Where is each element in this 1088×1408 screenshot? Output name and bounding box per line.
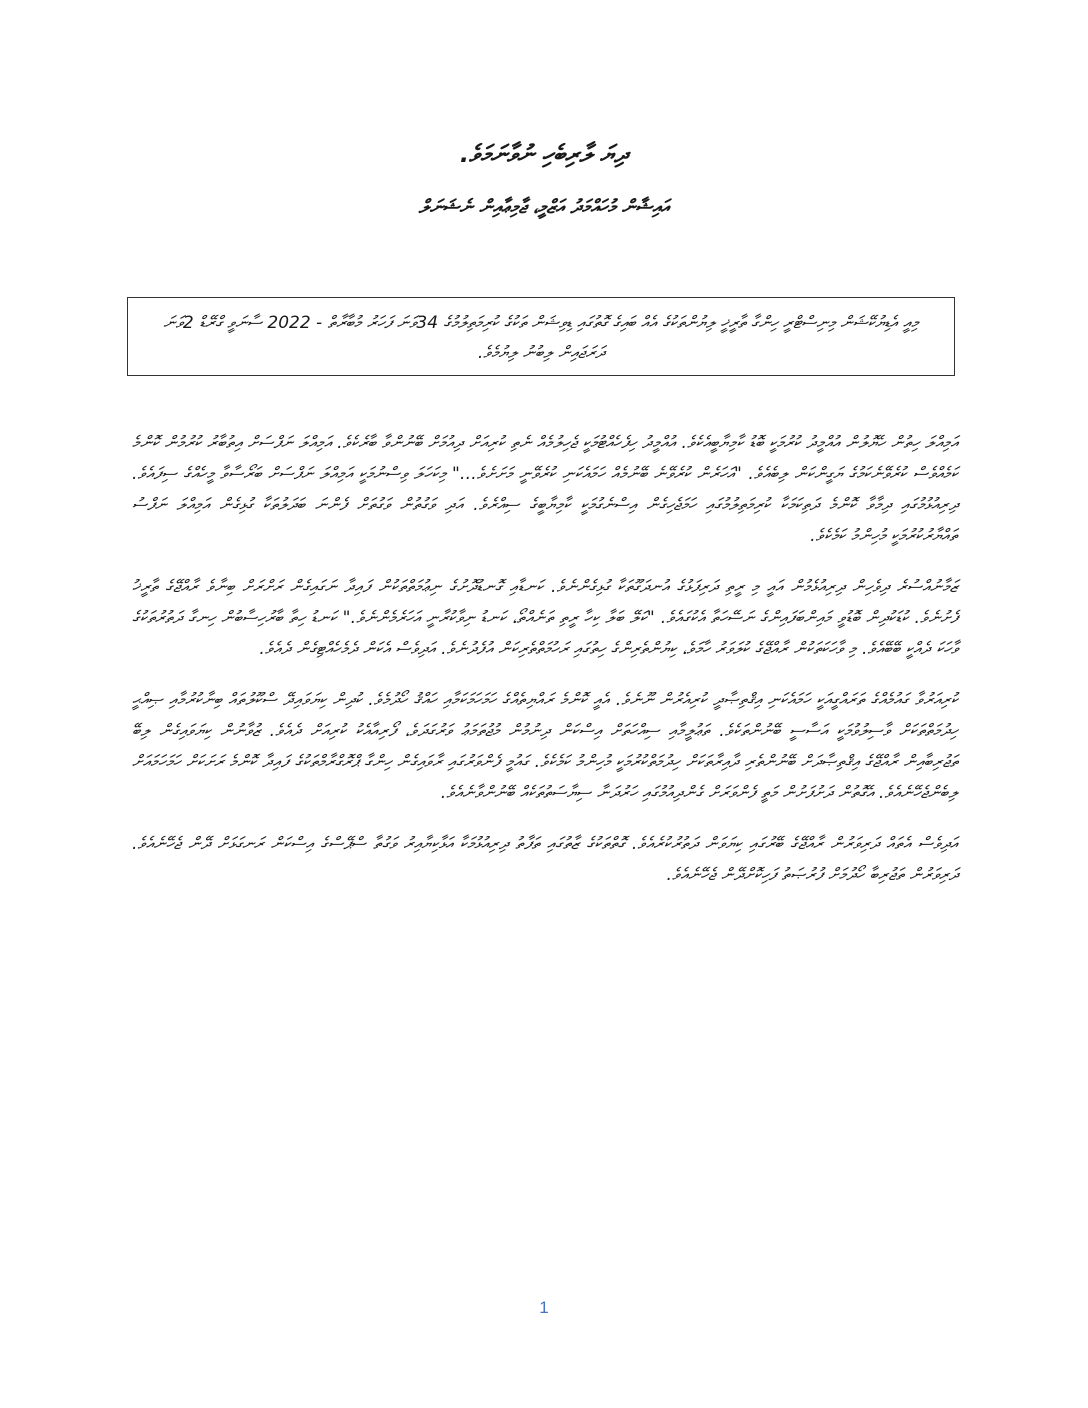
document-title: ދިޔަ ލާރިބެހި ނުވާނަމަވެ. xyxy=(459,140,629,168)
paragraph: ޒަމާނުއްސުރެ ދިވެހިން ދިރިއުޅެމުން އައީ މި ރީތި ދަރިފަޅުގެ އުނދަގޫތަކާ ގުޅިގެންނެވެ. ކަނޑާއި ގޮނޑުދޮށުގެ ނިޢުމަތްތަކުން ފައިދާ ނަގައިގެން ރަށްރަށް ބިނާވެ ރާއްޖޭގެ ތާރީޚު ފެށުނެވެ. ކުޑަކުދިން ބޮޑުވީ މައިންބަފައިންގެ ނަސޭހަތާ އެކުގައެވެ. "ކަލޭ ބަލާ ކިހާ ރީތި ތަނެއްތޯ، ކަނޑު ނިވާކުރާނީ އަހަރެމެންނެވެ." ކަނޑު ހިތާ ބާރުހިސާބުން ހިނގާ ދަތުރުތަކުގެ ވާހަކަ ދެއްކީ ބޭބޭއެވެ. މި ވާހަކަތަކުން ރާއްޖޭގެ ކުލަވަރު ހާމަވެ، ކިޔުންތެރިންގެ ހިތުގައި ރަހުމަތްތެރިކަން އުފެދުނެވެ. އަދިވެސް އެކަން ދެމެހެއްޓިގެން ދެއެވެ. xyxy=(132,577,958,659)
notice-text: މިއީ އެޑިޔުކޭޝަން މިނިސްޓްރީ ހިންގާ ތާރީޚީ ލިޔުންތަކުގެ އެއް ބައިގެ ގޮތުގައި ޑިވިޝަން ތަކުގެ ކުރިމަތިލުމުގެ 34ވަނަ ފަހަރު މުބާރާތް - 2022 ސާނަވީ ގްރޭޑް 2ވަނަ ދަރަޖައިން ލިބުނު ލިޔުމެވެ. xyxy=(163,313,919,363)
paragraph: އަދިވެސް އެތައް ދަރިވަރުން ރާއްޖޭގެ ބޭރުގައި ކިޔަވަން ދަތުރުކުރެއެވެ. ގޮތްތަކުގެ ޒާތުގައި ތަފާތު ދިރިއުޅުމަކާ އަޅާކިޔާއިރު ވަގުތާ ސްޕޭސްގެ އިސްކަން ރަނގަޅަށް ދޭން ޖެހޭނެއެވެ. ދަރިވަރުން ތަޖުރިބާ ހޯދުމަށް ފުރުޞަތު ފަހިކޮށްދޭން ޖެހޭނެއެވެ. xyxy=(132,834,958,885)
notice-box xyxy=(127,297,955,376)
paragraph: ކުރިއަރުވާ ގައުމެއްގެ ތަރައްގީއަކީ ހަމައެކަނި އިޤްތިޞާދީ ކުރިއެރުން ނޫނެވެ. އެއީ ކޮންމެ ރައްޔިތެއްގެ ހަމަހަމަކަމާއި ހައްޤު ހޯދުމެވެ. ކުދިން ކިޔަވައިދޭ ސްކޫލުތައް ބިނާކުރުމާއި ޞިއްޙީ ހިދުމަތްތަކަށް ވާސިލުވުމަކީ އަސާސީ ބޭނުންތަކެވެ. ތަޢުލީމާއި ސިއްހަތަށް އިސްކަން ދިނުމުން މުޖުތަމަޢު ވަރުގަދަވެ، ފޯރިއާއެކު ކުރިއަށް ދެއެވެ. ޒުވާނުން ކިޔަވައިގެން ލިބޭ ތަޖުރިބާއިން ރާއްޖޭގެ އިޤްތިޞާދަށް ބޭނުންތެރި ދާއިރާތަކަށް ހިދުމަތްކުރުމަކީ މުހިންމު ކަމެކެވެ. ގައުމީ ފެންވަރުގައި ރާވައިގެން ހިންގާ ޕްރޮގްރާމްތަކުގެ ފައިދާ ކޮންމެ ރަށަކަށް ހަމަހަމައަށް ލިބެންޖެހޭނެއެވެ. އެގޮތުން ދަށުފަށުން މަތީ ފެންވަރަށް ގެންދިއުމުގައި ހަރުދަނާ ސިޔާސަތުތަކެއް ބޭނުންވާނެއެވެ. xyxy=(132,690,958,803)
paragraph: އަމިއްލަ ހިތުން ހެޔޮލުން އުއްމީދު ކުރުމަކީ ބޮޑު ކާމިޔާބީއެކެވެ. އުއްމީދު ހިފެހެއްޓުމަކީ ޖެހިލުމެއް ނެތި ކުރިއަށް ދިއުމަށް ބޭނުންވާ ބާރެކެވެ. އަމިއްލަ ނަފްސަށް އިތުބާރު ކުރުމުން ކޮންމެ ކަމެއްވެސް ކުރެވޭނެކަމުގެ ޔަގީންކަން ލިބެއެވެ. "އަހަރެން ކުރެވޭނެ ބޭނުމެއް ހަމައެކަނި ކުރެވޭނީ މަށަށެވެ..." މިކަހަލަ ވިސްނުމަކީ އަމިއްލަ ނަފްސަށް ބަރޯސާވާ މީހެއްގެ ސިފައެވެ. ދިރިއުޅުމުގައި ދިމާވާ ކޮންމެ ދަތިކަމަކާ ކުރިމަތިލުމުގައި ހަމަޖެހިގެން އިސްނެގުމަކީ ކާމިޔާބީގެ ސިއްރެވެ. އަދި ވަގުތުން ވަގުތަށް ފެންނަ ބަދަލުތަކާ ގުޅިގެން އަމިއްލަ ނަފްސު ތައްޔާރުކުރުމަކީ މުހިންމު ކަމެކެވެ. xyxy=(132,433,958,546)
page-number: 1 xyxy=(539,1298,549,1317)
article-body xyxy=(132,428,958,911)
author-line: އައިޝާން މުހައްމަދު އަޒްމީ، ޖާމިޢާއިން ނެޝަނަލް xyxy=(418,196,670,218)
